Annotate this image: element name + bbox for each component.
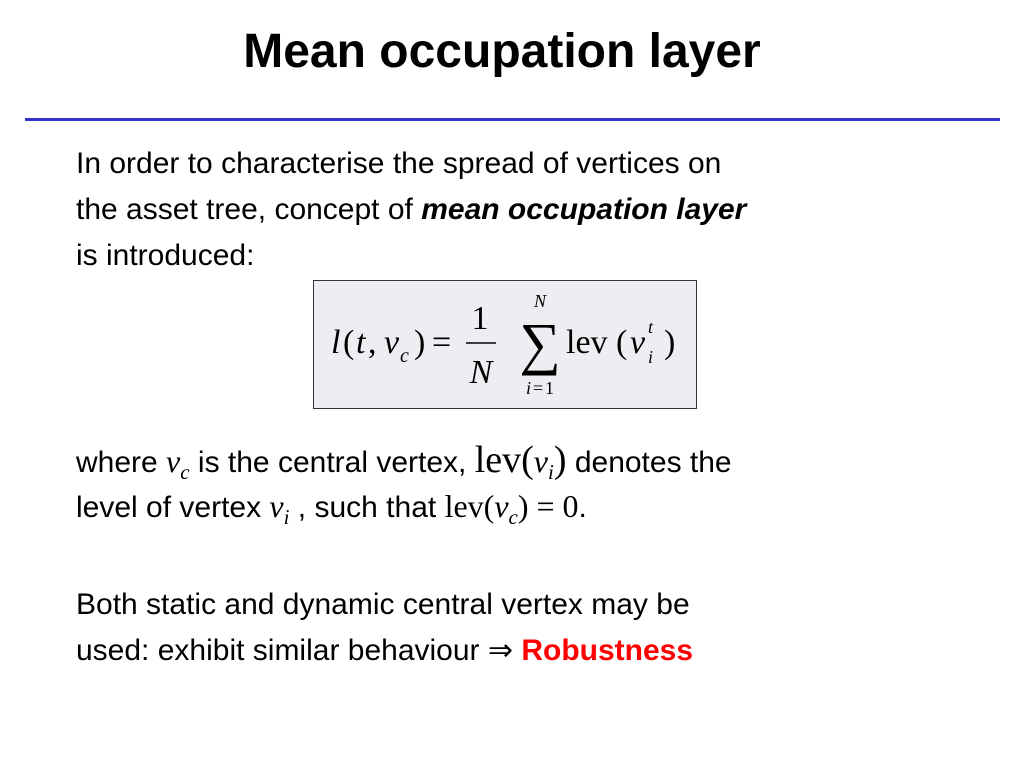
lev-fn-2: lev(: [444, 488, 495, 524]
formula-l: l: [331, 324, 341, 361]
central-vertex-text: is the central vertex,: [189, 446, 475, 479]
intro-line-2: [76, 187, 746, 233]
where-line-2: [76, 488, 587, 530]
intro-line-1: In order to characterise the spread of vertices on: [76, 147, 722, 180]
where-text: where: [76, 446, 167, 479]
term-mean-occupation-layer: mean occupation layer: [421, 193, 747, 226]
formula-numerator: 1: [471, 300, 489, 337]
formula-sup-t: t: [648, 317, 654, 337]
closing-line-1: Both static and dynamic central vertex may be: [76, 588, 690, 621]
formula-sum-lower-eq: =: [533, 378, 544, 398]
intro-line-2-text: the asset tree, concept of: [76, 193, 422, 226]
denotes-text: denotes the: [566, 446, 732, 479]
formula-sum-lower-1: 1: [545, 378, 554, 398]
formula-open-paren: (: [343, 324, 355, 361]
title-divider: [25, 118, 1000, 121]
intro-line-3: is introduced:: [76, 239, 255, 272]
formula-equals: =: [432, 324, 452, 361]
closing-paragraph: [76, 582, 693, 674]
formula-sum-symbol: ∑: [519, 311, 561, 376]
implies-arrow-icon: ⇒: [487, 634, 514, 667]
where-line-1: [76, 438, 732, 485]
var-v: v: [166, 443, 181, 479]
formula-comma: ,: [368, 324, 377, 361]
formula-close-paren: ): [414, 324, 426, 361]
formula-sub-c: c: [400, 345, 409, 367]
robustness-highlight: Robustness: [521, 634, 694, 667]
level-of-vertex-text: level of vertex: [76, 491, 270, 524]
closing-line-2-text: used: exhibit similar behaviour: [76, 634, 488, 667]
formula-lev-v: v: [630, 324, 646, 361]
var-sub-c: c: [180, 460, 190, 484]
var-v-i: v: [269, 488, 284, 524]
lev-close: ): [553, 439, 567, 481]
var-sub-i: i: [283, 505, 290, 529]
formula-v: v: [384, 324, 400, 361]
lev2-var-sub-c: c: [508, 505, 518, 529]
intro-paragraph: [76, 141, 746, 279]
formula-sum-upper: N: [533, 291, 547, 311]
lev2-var-v: v: [494, 488, 509, 524]
formula-lev: lev: [566, 324, 608, 361]
formula-sum-lower-i: i: [526, 378, 532, 398]
formula-lev-open-paren: (: [616, 324, 628, 361]
formula-sub-i: i: [648, 347, 654, 367]
formula-lev-close-paren: ): [664, 324, 676, 361]
lev-var-v: v: [533, 443, 548, 479]
formula-box: [313, 280, 697, 409]
lev-fn: lev(: [474, 439, 534, 481]
lev-var-sub-i: i: [547, 460, 554, 484]
lev2-equals-zero: ) = 0: [517, 488, 579, 524]
formula-equation: [314, 281, 696, 408]
formula-denominator: N: [469, 354, 493, 391]
slide-title: Mean occupation layer: [243, 25, 761, 78]
period: .: [578, 491, 587, 524]
formula-t: t: [356, 324, 366, 361]
closing-line-2: [76, 628, 693, 674]
such-that-text: , such that: [289, 491, 445, 524]
